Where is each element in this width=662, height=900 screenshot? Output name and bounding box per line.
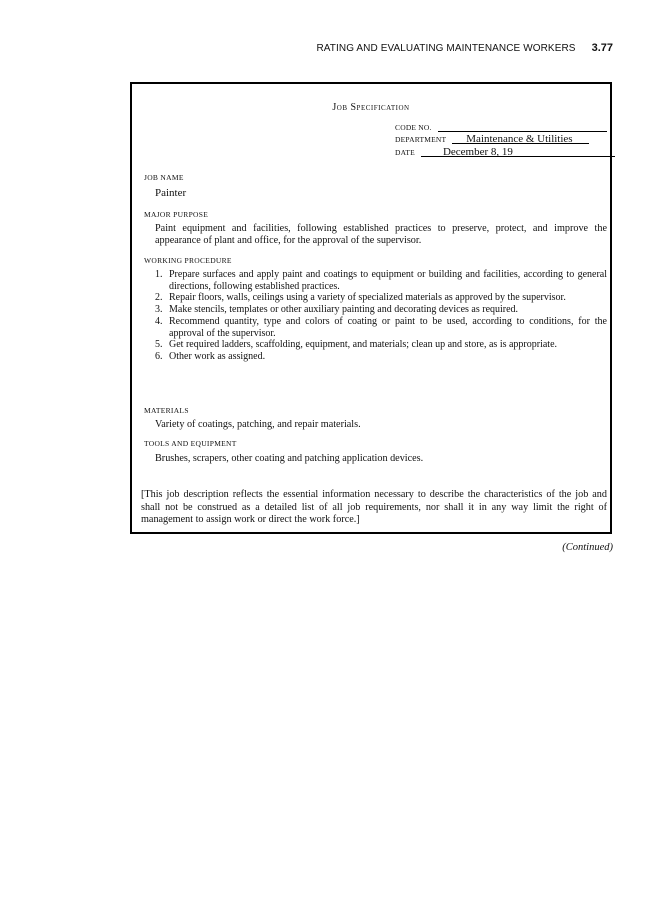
working-procedure-list bbox=[155, 269, 607, 363]
procedure-item-text: Recommend quantity, type and colors of coating or paint to be used, according to conditions, for the approval of the supervisor. bbox=[169, 315, 607, 339]
date-label: DATE bbox=[395, 148, 415, 157]
procedure-item bbox=[155, 292, 607, 304]
running-header bbox=[316, 42, 613, 54]
procedure-item bbox=[155, 351, 607, 363]
procedure-item-text: Other work as assigned. bbox=[169, 350, 266, 362]
procedure-item-text: Prepare surfaces and apply paint and coatings to equipment or building and facilities, according to general directions, following established practices. bbox=[169, 269, 607, 292]
procedure-item-number: 1. bbox=[155, 269, 163, 280]
code-number-row bbox=[395, 122, 607, 132]
running-title: RATING AND EVALUATING MAINTENANCE WORKERS bbox=[316, 43, 576, 54]
materials-text: Variety of coatings, patching, and repair materials. bbox=[155, 419, 361, 430]
department-row bbox=[395, 134, 589, 144]
materials-heading: MATERIALS bbox=[144, 406, 189, 415]
procedure-item-text: Get required ladders, scaffolding, equipment, and materials; clean up and store, as is appropriate. bbox=[169, 339, 558, 351]
job-name-heading: JOB NAME bbox=[144, 173, 184, 182]
tools-equipment-heading: TOOLS AND EQUIPMENT bbox=[144, 439, 237, 448]
page-number: 3.77 bbox=[591, 42, 613, 54]
form-title: Job Specification bbox=[332, 102, 410, 113]
disclaimer-text: [This job description reflects the essential information necessary to describe the characteristics of the job and shall not be construed as a detailed list of all job requirements, nor shall it in any way limit the right of management to assign work or direct the work force.] bbox=[141, 489, 607, 525]
procedure-item bbox=[155, 316, 607, 339]
tools-equipment-text: Brushes, scrapers, other coating and patching application devices. bbox=[155, 453, 424, 464]
procedure-item bbox=[155, 304, 607, 316]
procedure-item-number: 2. bbox=[155, 292, 163, 304]
procedure-item bbox=[155, 269, 607, 292]
procedure-item-number: 5. bbox=[155, 339, 163, 351]
job-name-value: Painter bbox=[155, 187, 187, 199]
date-field: December 8, 19 bbox=[421, 147, 615, 157]
code-number-label: CODE NO. bbox=[395, 123, 432, 132]
continued-note: (Continued) bbox=[562, 542, 613, 553]
code-number-field bbox=[438, 122, 607, 132]
procedure-item-number: 4. bbox=[155, 315, 163, 327]
department-label: DEPARTMENT bbox=[395, 135, 447, 144]
major-purpose-heading: MAJOR PURPOSE bbox=[144, 210, 209, 219]
major-purpose-text: Paint equipment and facilities, following established practices to preserve, protect, and improve the appearance of plant and office, for the approval of the supervisor. bbox=[155, 223, 607, 246]
job-specification-form bbox=[130, 82, 612, 534]
procedure-item-number: 3. bbox=[155, 304, 163, 316]
procedure-item-text: Repair floors, walls, ceilings using a variety of specialized materials as approved by the supervisor. bbox=[169, 292, 566, 304]
department-field: Maintenance & Utilities bbox=[452, 134, 589, 144]
procedure-item bbox=[155, 339, 607, 351]
procedure-item-number: 6. bbox=[155, 350, 163, 362]
date-row bbox=[395, 147, 615, 157]
procedure-item-text: Make stencils, templates or other auxiliary painting and decorating devices as required. bbox=[169, 304, 519, 316]
working-procedure-heading: WORKING PROCEDURE bbox=[144, 256, 232, 265]
